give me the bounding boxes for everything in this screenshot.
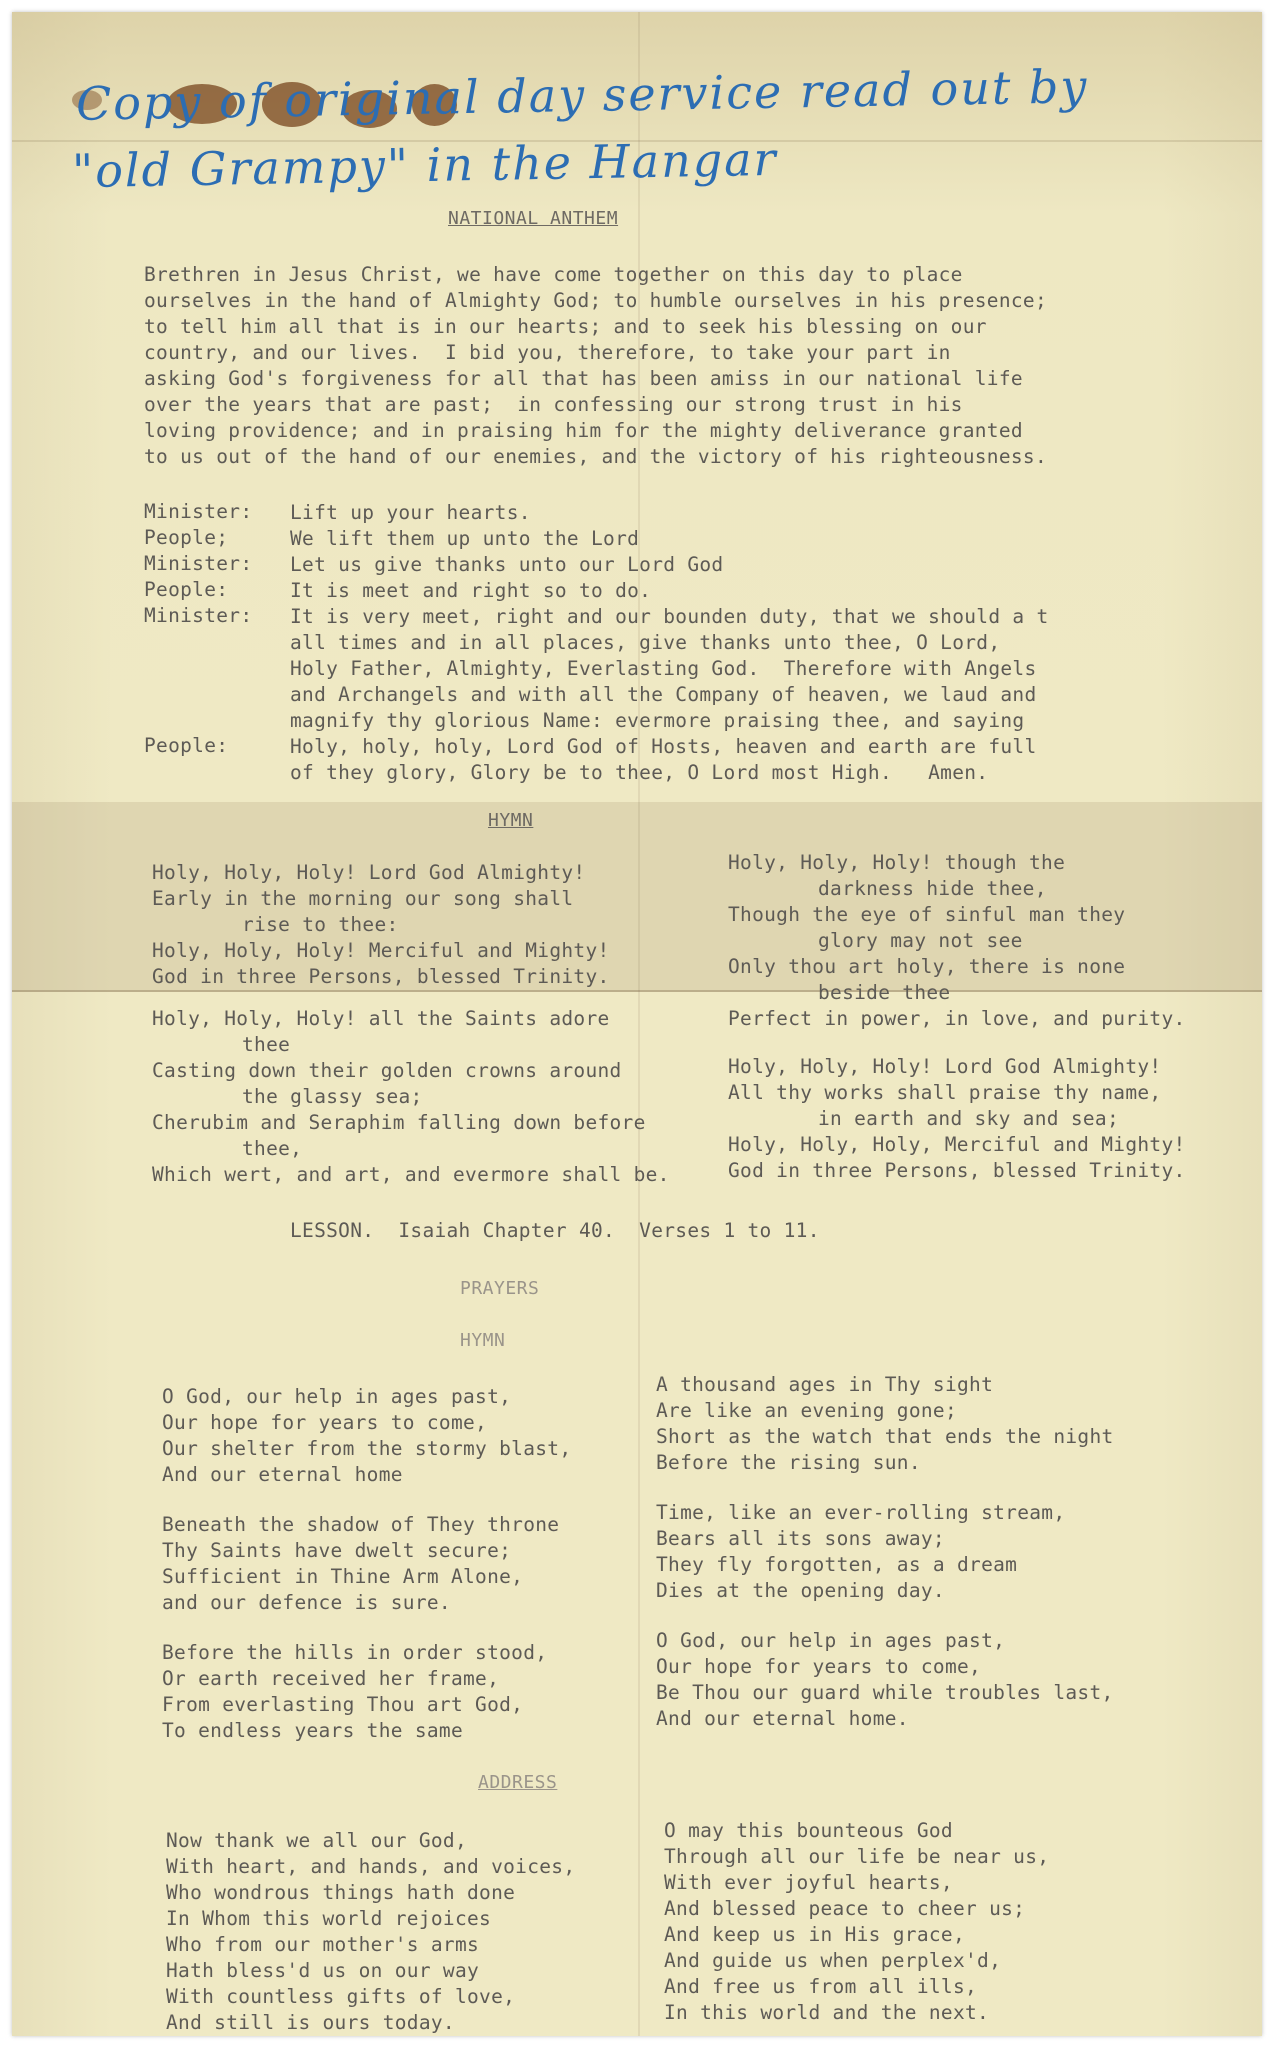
hymn-line: And our eternal home: [162, 1463, 403, 1486]
response-line: We lift them up unto the Lord: [290, 527, 640, 550]
bidding-line: Brethren in Jesus Christ, we have come together on this day to place: [144, 263, 963, 286]
hymn-line: Who from our mother's arms: [166, 1933, 480, 1956]
hymn-line: Though the eye of sinful man they: [728, 903, 1126, 926]
response-text: [290, 500, 531, 526]
speaker-label: Minister:: [144, 552, 253, 575]
response-text: [290, 552, 723, 578]
hymn-line: With heart, and hands, and voices,: [166, 1855, 576, 1878]
stanza-gap: [656, 1604, 1114, 1628]
hymn-line: and our defence is sure.: [162, 1591, 451, 1614]
hymn-line: Early in the morning our song shall: [152, 887, 574, 910]
speaker-label: Minister:: [144, 604, 253, 627]
hymn2-right-column: [656, 1372, 1114, 1732]
response-line: Holy, holy, holy, Lord God of Hosts, heaven and earth are full: [290, 735, 1037, 758]
hymn-line: Our hope for years to come,: [162, 1411, 488, 1434]
response-line: magnify thy glorious Name: evermore praising thee, and saying: [290, 709, 1025, 732]
response-text: [290, 526, 639, 552]
hymn-line: And guide us when perplex'd,: [664, 1949, 1002, 1972]
hymn-line: From everlasting Thou art God,: [162, 1693, 524, 1716]
hymn-line: thee: [242, 1033, 291, 1056]
hymn-line: All thy works shall praise thy name,: [728, 1081, 1162, 1104]
hymn-line: Through all our life be near us,: [664, 1845, 1050, 1868]
hymn-line: With countless gifts of love,: [166, 1985, 516, 2008]
hymn-line: A thousand ages in Thy sight: [656, 1373, 994, 1396]
hymn-line: And blessed peace to cheer us;: [664, 1897, 1026, 1920]
heading-hymn: HYMN: [488, 810, 534, 831]
hymn-line: darkness hide thee,: [818, 877, 1047, 900]
stanza-gap: [162, 1616, 571, 1640]
hymn-line: Perfect in power, in love, and purity.: [728, 1007, 1186, 1030]
hymn-line: Holy, Holy, Holy! Merciful and Mighty!: [152, 939, 610, 962]
bidding-paragraph: [144, 262, 1047, 470]
hymn2-left-column: [162, 1384, 571, 1744]
bidding-line: country, and our lives. I bid you, therefore, to take your part in: [144, 341, 951, 364]
response-text: [290, 604, 1049, 734]
hymn-line: Thy Saints have dwelt secure;: [162, 1539, 512, 1562]
response-line: all times and in all places, give thanks unto thee, O Lord,: [290, 631, 1001, 654]
response-line: It is meet and right so to do.: [290, 579, 652, 602]
hymn-line: And still is ours today.: [166, 2011, 455, 2034]
response-line: and Archangels and with all the Company of heaven, we laud and: [290, 683, 1037, 706]
hymn-line: thee,: [242, 1137, 303, 1160]
response-line: Let us give thanks unto our Lord God: [290, 553, 724, 576]
handwritten-note-line2: "old Grampy" in the Hangar: [71, 131, 778, 199]
stanza-gap: [162, 1488, 571, 1512]
hymn-line: Are like an evening gone;: [656, 1399, 957, 1422]
hymn-line: Holy, Holy, Holy, Merciful and Mighty!: [728, 1133, 1186, 1156]
heading-hymn: HYMN: [460, 1330, 506, 1351]
hymn-line: O God, our help in ages past,: [656, 1629, 1006, 1652]
response-line: Lift up your hearts.: [290, 501, 531, 524]
hymn-line: in earth and sky and sea;: [818, 1107, 1119, 1130]
hymn-line: Holy, Holy, Holy! Lord God Almighty!: [728, 1055, 1162, 1078]
hymn-line: Holy, Holy, Holy! all the Saints adore: [152, 1007, 610, 1030]
bidding-line: loving providence; and in praising him for the mighty deliverance granted: [144, 419, 1023, 442]
lesson-reference: LESSON. Isaiah Chapter 40. Verses 1 to 11.: [290, 1219, 820, 1242]
hymn-line: Who wondrous things hath done: [166, 1881, 516, 1904]
hymn-line: rise to thee:: [242, 913, 399, 936]
bidding-line: ourselves in the hand of Almighty God; to humble ourselves in his presence;: [144, 289, 1047, 312]
hymn-line: Beneath the shadow of They throne: [162, 1513, 560, 1536]
hymn1-left-column: [152, 860, 670, 1188]
hymn-line: the glassy sea;: [242, 1085, 423, 1108]
bidding-line: over the years that are past; in confessing our strong trust in his: [144, 393, 963, 416]
hymn-line: They fly forgotten, as a dream: [656, 1553, 1018, 1576]
stanza-gap: [152, 990, 670, 1006]
response-line: of they glory, Glory be to thee, O Lord most High. Amen.: [290, 761, 989, 784]
hymn-line: In this world and the next.: [664, 2001, 990, 2024]
hymn-line: glory may not see: [818, 929, 1023, 952]
hymn-line: Before the rising sun.: [656, 1451, 921, 1474]
heading-national-anthem: NATIONAL ANTHEM: [448, 208, 619, 229]
hymn-line: Holy, Holy, Holy! Lord God Almighty!: [152, 861, 586, 884]
bidding-line: asking God's forgiveness for all that has been amiss in our national life: [144, 367, 1023, 390]
hymn-line: Which wert, and art, and evermore shall be.: [152, 1163, 670, 1186]
hymn3-right-column: [664, 1818, 1049, 2026]
response-line: Holy Father, Almighty, Everlasting God. Therefore with Angels: [290, 657, 1037, 680]
heading-address: ADDRESS: [478, 1772, 558, 1793]
stanza-gap: [656, 1476, 1114, 1500]
hymn-line: O may this bounteous God: [664, 1819, 953, 1842]
heading-prayers: PRAYERS: [460, 1278, 540, 1299]
hymn-line: Before the hills in order stood,: [162, 1641, 548, 1664]
response-line: It is very meet, right and our bounden duty, that we should a t: [290, 605, 1049, 628]
hymn-line: Our shelter from the stormy blast,: [162, 1437, 572, 1460]
speaker-label: Minister:: [144, 500, 253, 523]
bidding-line: to us out of the hand of our enemies, and the victory of his righteousness.: [144, 445, 1047, 468]
bidding-line: to tell him all that is in our hearts; and to seek his blessing on our: [144, 315, 987, 338]
hymn-line: Hath bless'd us on our way: [166, 1959, 480, 1982]
hymn-line: Short as the watch that ends the night: [656, 1425, 1114, 1448]
hymn-line: Or earth received her frame,: [162, 1667, 500, 1690]
hymn-line: Sufficient in Thine Arm Alone,: [162, 1565, 524, 1588]
hymn-line: O God, our help in ages past,: [162, 1385, 512, 1408]
hymn-line: Only thou art holy, there is none: [728, 955, 1126, 978]
hymn-line: Now thank we all our God,: [166, 1829, 467, 1852]
hymn-line: In Whom this world rejoices: [166, 1907, 492, 1930]
handwritten-note-line1: Copy of original day service read out by: [75, 59, 1089, 131]
response-text: [290, 578, 651, 604]
hymn-line: And keep us in His grace,: [664, 1923, 965, 1946]
hymn-line: And our eternal home.: [656, 1707, 909, 1730]
hymn-line: With ever joyful hearts,: [664, 1871, 953, 1894]
stanza-gap: [728, 1032, 1186, 1054]
hymn1-right-column: [728, 850, 1186, 1184]
hymn-line: Casting down their golden crowns around: [152, 1059, 622, 1082]
hymn-line: Bears all its sons away;: [656, 1527, 945, 1550]
speaker-label: People:: [144, 578, 229, 601]
hymn-line: And free us from all ills,: [664, 1975, 978, 1998]
hymn-line: Cherubim and Seraphim falling down before: [152, 1111, 646, 1134]
response-text: [290, 734, 1036, 786]
speaker-label: People;: [144, 526, 229, 549]
speaker-label: People:: [144, 734, 229, 757]
hymn-line: To endless years the same: [162, 1719, 463, 1742]
hymn-line: Time, like an ever-rolling stream,: [656, 1501, 1066, 1524]
hymn-line: Our hope for years to come,: [656, 1655, 982, 1678]
hymn-line: Holy, Holy, Holy! though the: [728, 851, 1066, 874]
hymn-line: God in three Persons, blessed Trinity.: [728, 1159, 1186, 1182]
hymn3-left-column: [166, 1828, 575, 2036]
hymn-line: beside thee: [818, 981, 951, 1004]
hymn-line: God in three Persons, blessed Trinity.: [152, 965, 610, 988]
hymn-line: Dies at the opening day.: [656, 1579, 945, 1602]
hymn-line: Be Thou our guard while troubles last,: [656, 1681, 1114, 1704]
